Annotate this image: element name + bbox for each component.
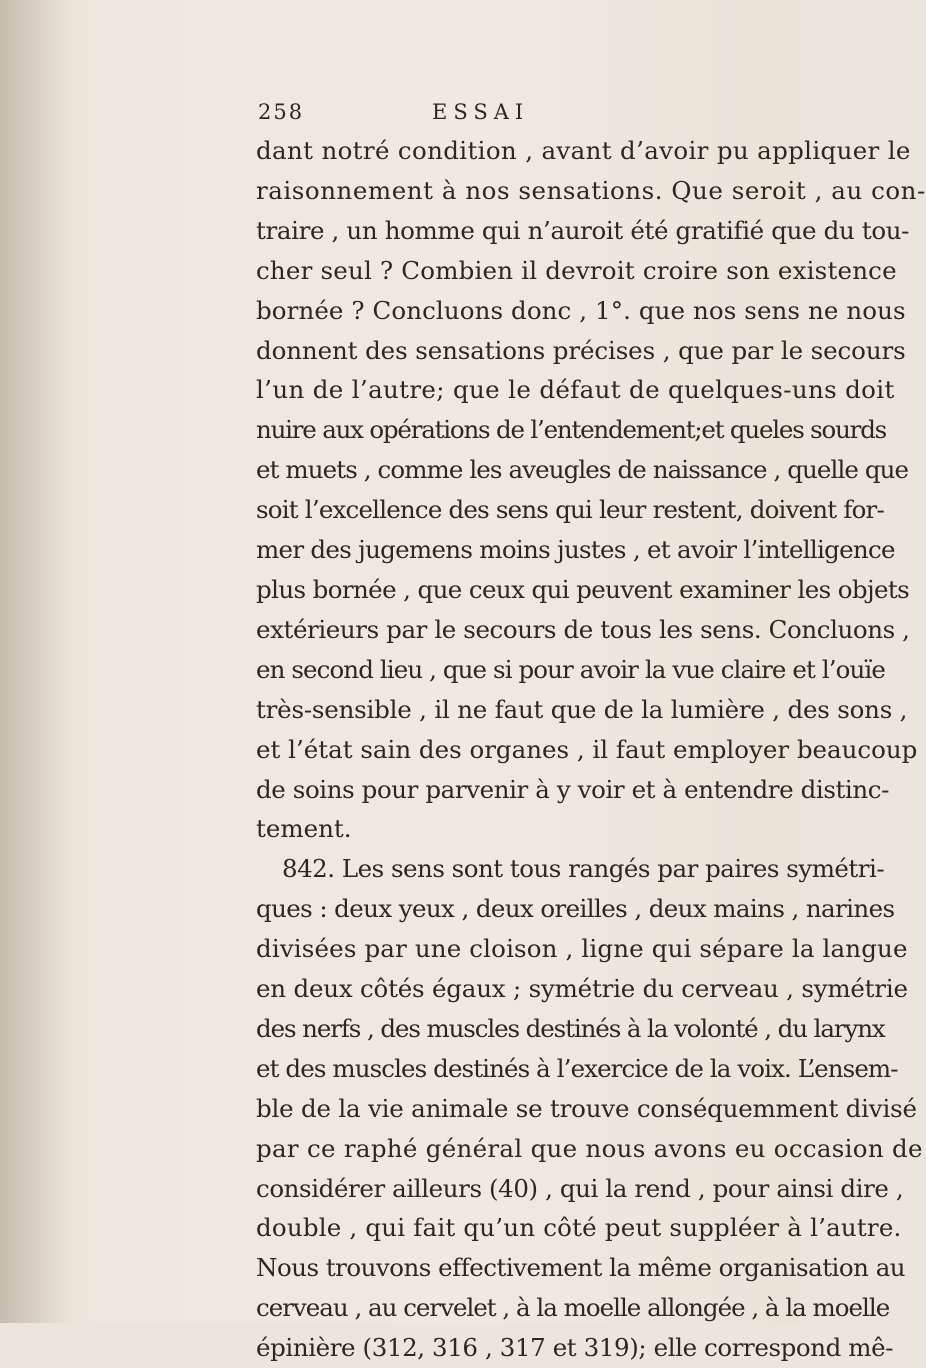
- page-header: [258, 100, 688, 130]
- text-line: par ce raphé général que nous avons eu occasion de: [256, 1133, 923, 1163]
- text-line: tement.: [256, 814, 352, 844]
- text-line: divisées par une cloison , ligne qui sépare la langue: [256, 934, 908, 964]
- text-line: plus bornée , que ceux qui peuvent examiner les objets: [256, 574, 910, 604]
- text-line: ques : deux yeux , deux oreilles , deux mains , narines: [256, 894, 895, 924]
- text-line: considérer ailleurs (40) , qui la rend , pour ainsi dire ,: [256, 1173, 904, 1203]
- text-line: donnent des sensations précises , que par le secours: [256, 335, 906, 365]
- text-line: cher seul ? Combien il devroit croire son existence: [256, 255, 897, 285]
- body-text: [256, 131, 926, 1368]
- text-line: extérieurs par le secours de tous les sens. Concluons ,: [256, 614, 910, 644]
- text-line: dant notré condition , avant d’avoir pu appliquer le: [256, 136, 911, 165]
- text-line: et des muscles destinés à l’exercice de la voix. L’ensem-: [256, 1053, 898, 1083]
- text-line: raisonnement à nos sensations. Que seroit , au con-: [256, 175, 926, 205]
- text-line: très-sensible , il ne faut que de la lumière , des sons ,: [256, 694, 908, 724]
- text-line: en deux côtés égaux ; symétrie du cerveau , symétrie: [256, 974, 908, 1004]
- text-line: nuire aux opérations de l’entendement;et queles sourds: [256, 415, 887, 445]
- running-title: ESSAI: [432, 100, 530, 124]
- text-line: et muets , comme les aveugles de naissance , quelle que: [256, 455, 909, 485]
- text-line: 842. Les sens sont tous rangés par paires symétri-: [282, 854, 885, 884]
- text-line: épinière (312, 316 , 317 et 319); elle correspond mê-: [256, 1333, 894, 1363]
- text-line: double , qui fait qu’un côté peut suppléer à l’autre.: [256, 1213, 902, 1243]
- text-line: l’un de l’autre; que le défaut de quelques-uns doit: [256, 375, 895, 405]
- text-line: bornée ? Concluons donc , 1°. que nos sens ne nous: [256, 295, 906, 325]
- page-number: 258: [258, 100, 305, 124]
- page-gutter-shadow: [0, 0, 70, 1323]
- text-line: et l’état sain des organes , il faut employer beaucoup: [256, 734, 918, 764]
- text-line: soit l’excellence des sens qui leur restent, doivent for-: [256, 495, 884, 525]
- text-line: Nous trouvons effectivement la même organisation au: [256, 1253, 906, 1283]
- text-line: de soins pour parvenir à y voir et à entendre distinc-: [256, 774, 889, 804]
- text-line: traire , un homme qui n’auroit été gratifié que du tou-: [256, 215, 910, 245]
- text-line: en second lieu , que si pour avoir la vue claire et l’ouïe: [256, 654, 885, 684]
- text-line: mer des jugemens moins justes , et avoir l’intelligence: [256, 535, 895, 565]
- text-line: ble de la vie animale se trouve conséquemment divisé: [256, 1093, 917, 1123]
- text-line: cerveau , au cervelet , à la moelle allongée , à la moelle: [256, 1293, 890, 1323]
- text-line: des nerfs , des muscles destinés à la volonté , du larynx: [256, 1013, 885, 1043]
